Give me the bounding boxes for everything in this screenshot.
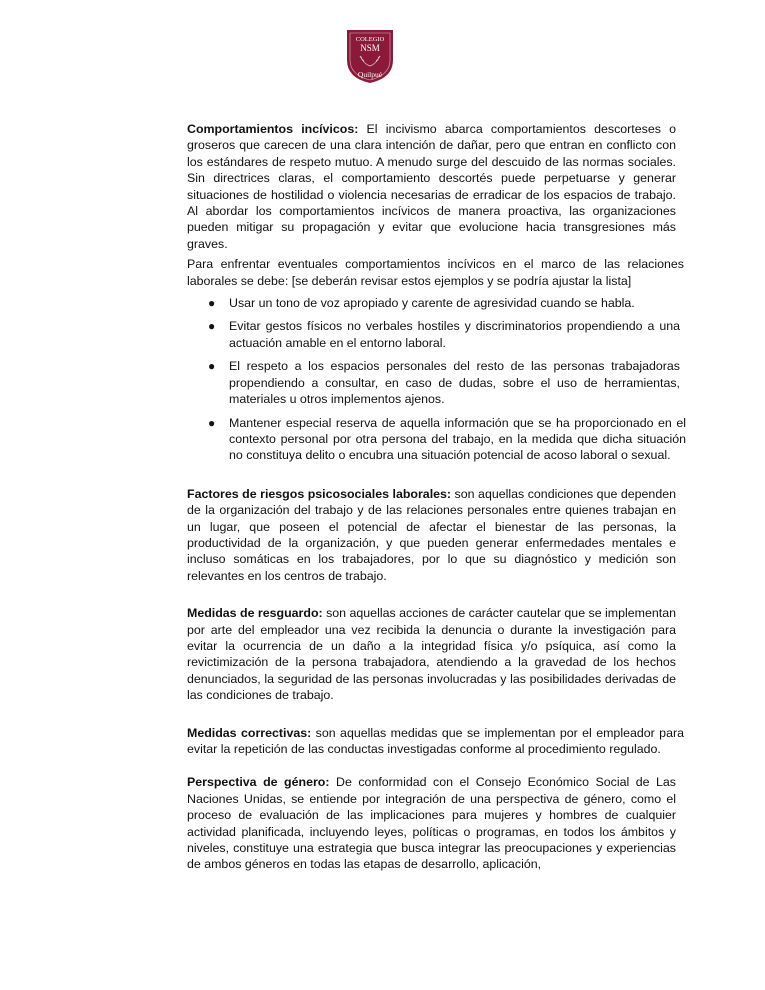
list-item — [187, 358, 680, 407]
term-correctivas: Medidas correctivas: — [187, 725, 312, 740]
paragraph-perspectiva-genero — [187, 774, 676, 872]
term-factores: Factores de riesgos psicosociales laborales: — [187, 486, 452, 501]
paragraph-medidas-correctivas — [187, 725, 684, 758]
logo-line-1: COLEGIO — [355, 36, 385, 43]
paragraph-factores-riesgo — [187, 486, 676, 584]
logo-line-2: NSM — [360, 43, 380, 53]
term-comportamientos: Comportamientos incívicos: — [187, 122, 359, 136]
list-item-text: El respeto a los espacios personales del resto de las personas trabajadoras propendiendo a consultar, en caso de dudas, sobre el uso de herramientas, materiales u otros implementos ajenos. — [229, 359, 680, 407]
bullet-icon: ● — [208, 296, 216, 311]
paragraph-comportamientos — [187, 121, 676, 252]
document-body — [187, 121, 686, 873]
logo-line-3: Quilpué — [357, 70, 383, 79]
school-crest-icon — [342, 26, 398, 84]
text-correctivas: son aquellas medidas que se implementan por el empleador para evitar la repetición de las conductas investigadas conforme al procedimiento regulado. — [187, 725, 684, 756]
bullet-icon: ● — [208, 415, 216, 430]
text-comportamientos: El incivismo abarca comportamientos descorteses o groseros que carecen de una clara intención de dañar, pero que entran en conflicto con los estándares de respeto mutuo. A menudo surge del descuido de las normas sociales. Sin directrices claras, el comportamiento descortés puede perpetuarse y generar situaciones de hostilidad o violencia necesarias de erradicar de los espacios de trabajo. Al abordar los comportamientos incívicos de manera proactiva, las organizaciones pueden mitigar su propagación y evitar que evolucione hacia transgresiones más graves. — [187, 122, 676, 251]
list-item — [187, 295, 680, 311]
term-resguardo: Medidas de resguardo: — [187, 606, 323, 621]
paragraph-medidas-resguardo — [187, 605, 676, 703]
school-logo — [342, 26, 398, 84]
text-genero: De conformidad con el Consejo Económico Social de Las Naciones Unidas, se entiende por integración de una perspectiva de género, como el proceso de evaluación de las implicaciones para mujeres y hombres de cualquier actividad planificada, incluyendo leyes, políticas o programas, en todos los ámbitos y niveles, constituye una estrategia que busca integrar las preocupaciones y experiencias de ambos géneros en todas las etapas de desarrollo, aplicación, — [187, 775, 677, 872]
bullet-icon: ● — [208, 359, 216, 374]
term-genero: Perspectiva de género: — [187, 775, 330, 790]
paragraph-enfrentar: Para enfrentar eventuales comportamientos incívicos en el marco de las relaciones laborales se debe: [se deberán revisar estos ejemplos y se podría ajustar la lista] — [187, 257, 684, 288]
list-item-text: Evitar gestos físicos no verbales hostiles y discriminatorios propendiendo a una actuación amable en el entorno laboral. — [229, 319, 680, 350]
list-item-text: Usar un tono de voz apropiado y carente de agresividad cuando se habla. — [229, 296, 635, 311]
bullet-icon: ● — [208, 319, 216, 334]
list-item — [187, 415, 686, 464]
text-resguardo: son aquellas acciones de carácter cautelar que se implementan por arte del empleador una vez recibida la denuncia o durante la investigación para evitar la ocurrencia de un daño a la integridad física y/o psíquica, así como la revictimización de la persona trabajadora, atendiendo a la gravedad de los hechos denunciados, la seguridad de las personas involucradas y las posibilidades derivadas de las condiciones de trabajo. — [187, 606, 676, 703]
text-factores: son aquellas condiciones que dependen de la organización del trabajo y de las relaciones personales entre quienes trabajan en un lugar, que poseen el potencial de afectar el bienestar de las personas, la productividad de la organización, y que pueden generar enfermedades mentales e incluso somáticas en los trabajadores, por lo que su diagnóstico y medición son relevantes en los centros de trabajo. — [187, 486, 676, 583]
list-item-text: Mantener especial reserva de aquella información que se ha proporcionado en el contexto personal por otra persona del trabajo, en la medida que dicha situación no constituya delito o encubra una situación potencial de acoso laboral o sexual. — [229, 415, 686, 463]
list-item — [187, 318, 680, 351]
bullet-list — [187, 295, 686, 464]
